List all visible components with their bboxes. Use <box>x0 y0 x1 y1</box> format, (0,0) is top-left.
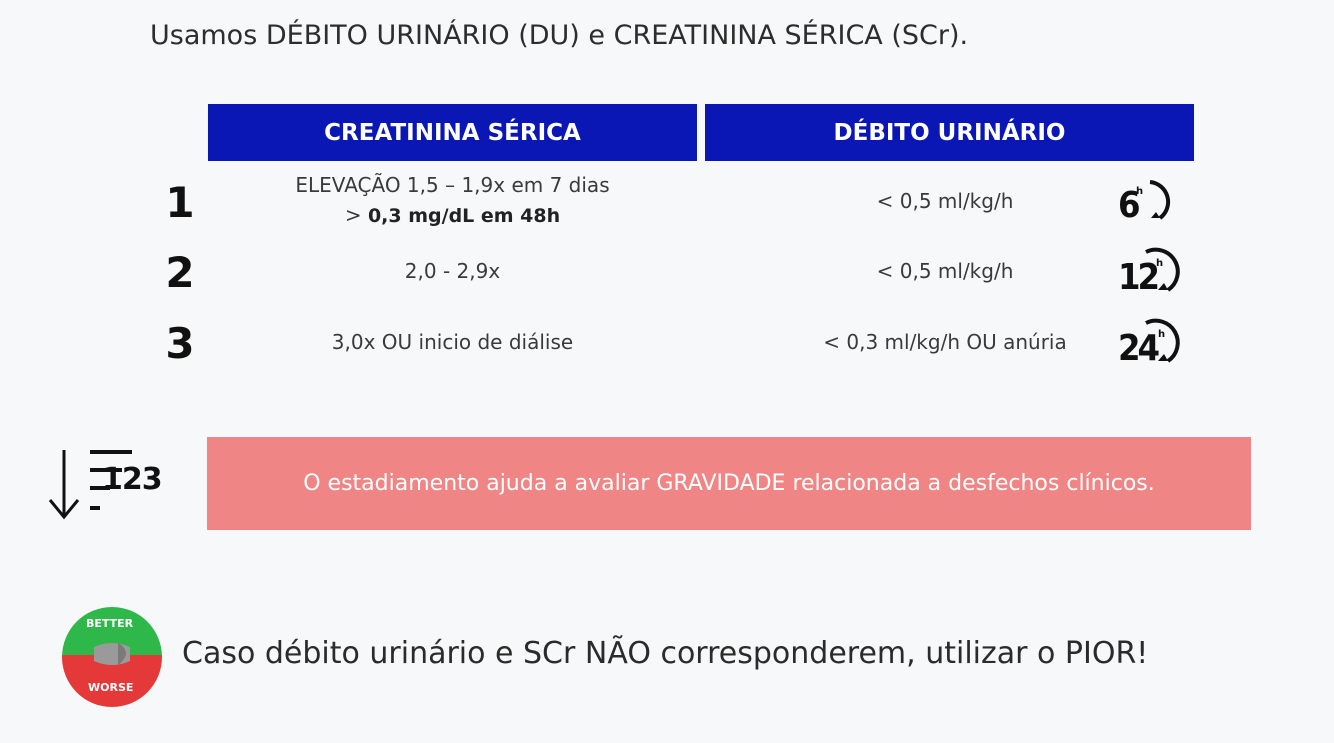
header-creatinina-serica: CREATININA SÉRICA <box>208 104 697 161</box>
clock-6h-icon <box>1116 172 1188 228</box>
clock-12h-unit: h <box>1156 258 1164 269</box>
clock-6h-value: 6 <box>1118 185 1138 226</box>
scr-criteria-1-line1: ELEVAÇÃO 1,5 – 1,9x em 7 dias <box>295 173 610 197</box>
clock-6h-unit: h <box>1136 186 1144 197</box>
clock-12h-value: 12 <box>1118 257 1158 298</box>
header-debito-urinario: DÉBITO URINÁRIO <box>705 104 1194 161</box>
severity-banner: O estadiamento ajuda a avaliar GRAVIDADE relacionada a desfechos clínicos. <box>207 437 1251 530</box>
badge-worse-label: WORSE <box>88 681 134 694</box>
stage-number-3: 3 <box>165 319 195 368</box>
better-worse-icon <box>62 607 162 707</box>
du-criteria-2: < 0,5 ml/kg/h <box>876 259 1014 283</box>
bottom-note: Caso débito urinário e SCr NÃO corresponderem, utilizar o PIOR! <box>182 636 1149 671</box>
stage-number-2: 2 <box>165 248 195 297</box>
stage-number-1: 1 <box>165 178 195 227</box>
clock-24h-unit: h <box>1158 329 1166 340</box>
intro-text: Usamos DÉBITO URINÁRIO (DU) e CREATININA SÉRICA (SCr). <box>150 20 969 51</box>
scr-criteria-1 <box>208 170 697 231</box>
du-criteria-3: < 0,3 ml/kg/h OU anúria <box>823 330 1067 354</box>
clock-24h-icon <box>1116 315 1188 371</box>
clock-12h-icon <box>1116 244 1188 300</box>
scr-criteria-2: 2,0 - 2,9x <box>404 259 501 283</box>
badge-better-label: BETTER <box>86 617 134 630</box>
scr-criteria-3: 3,0x OU inicio de diálise <box>331 330 574 354</box>
scr-criteria-1-bold: 0,3 mg/dL em 48h <box>367 205 561 227</box>
scr-criteria-1-line2 <box>208 200 697 231</box>
scr-criteria-1-prefix: > <box>344 203 368 227</box>
clock-24h-value: 24 <box>1118 328 1158 369</box>
sort-icon-digits: 123 <box>102 462 162 497</box>
du-criteria-1: < 0,5 ml/kg/h <box>876 189 1014 213</box>
sort-ascending-icon <box>44 440 174 525</box>
